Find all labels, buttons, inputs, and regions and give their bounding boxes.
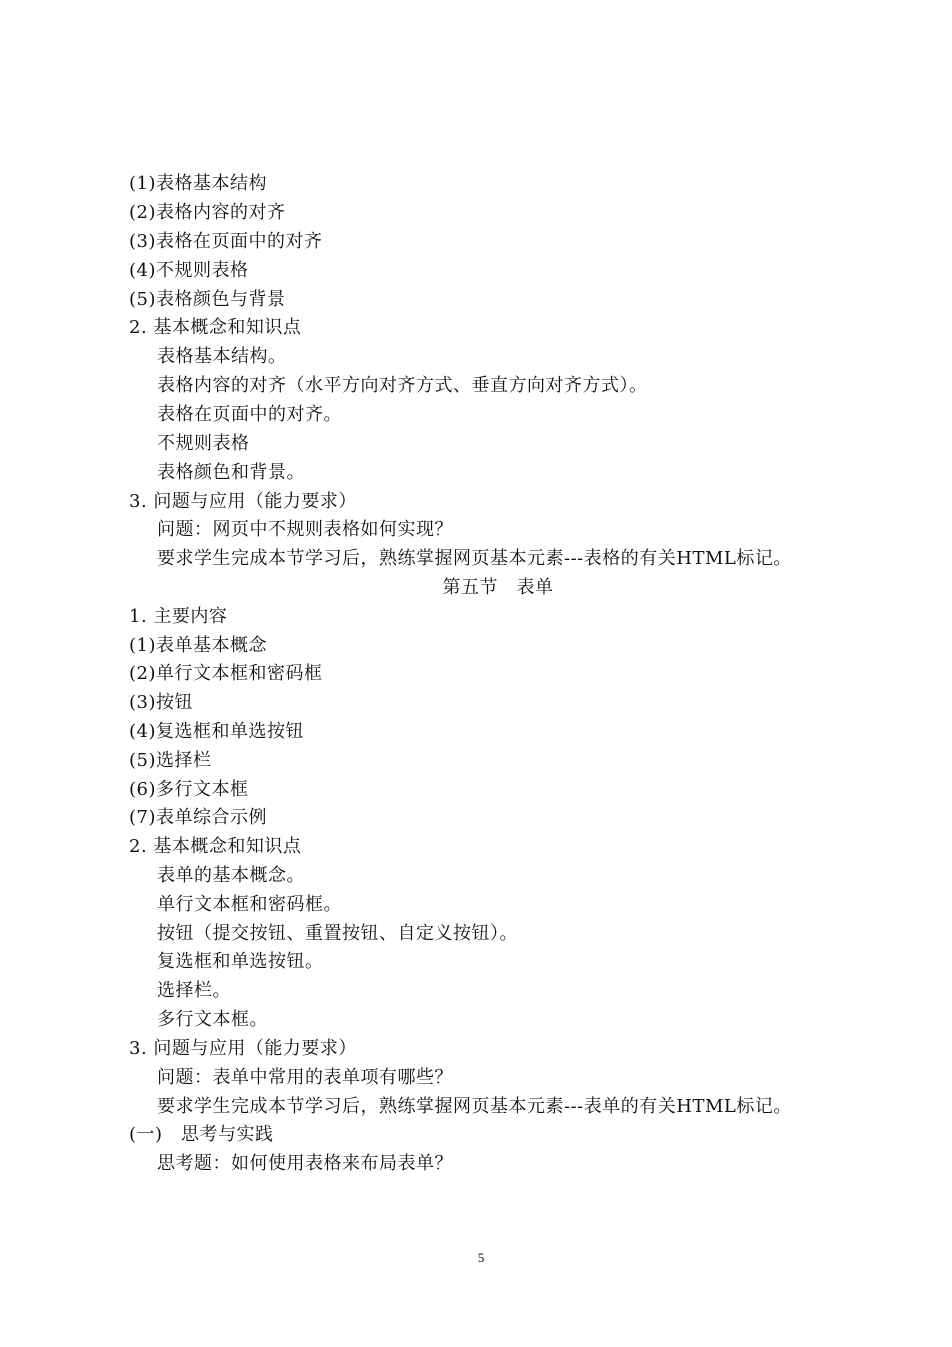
requirement-form-html: 要求学生完成本节学习后，熟练掌握网页基本元素---表单的有关HTML标记。	[157, 1096, 792, 1117]
item-textarea: (6)多行文本框	[129, 779, 249, 800]
item-form-basic-concepts: (1)表单基本概念	[129, 635, 267, 656]
question-form-items: 问题：表单中常用的表单项有哪些？	[157, 1067, 453, 1088]
page-number: 5	[477, 1250, 485, 1265]
heading-form-basic-concepts: 2. 基本概念和知识点	[129, 836, 302, 857]
heading-problems-applications: 3. 问题与应用（能力要求）	[129, 491, 357, 512]
item-irregular-table: (4)不规则表格	[129, 260, 249, 281]
concept-color-background: 表格颜色和背景。	[157, 462, 305, 483]
question-irregular-table: 问题：网页中不规则表格如何实现？	[157, 519, 453, 540]
concept-page-alignment: 表格在页面中的对齐。	[157, 404, 342, 425]
item-table-color-background: (5)表格颜色与背景	[129, 289, 286, 310]
item-buttons: (3)按钮	[129, 692, 193, 713]
concept-irregular-table: 不规则表格	[157, 433, 250, 454]
item-checkbox-radio: (4)复选框和单选按钮	[129, 721, 304, 742]
concept-textarea: 多行文本框。	[157, 1009, 268, 1030]
requirement-table-html: 要求学生完成本节学习后，熟练掌握网页基本元素---表格的有关HTML标记。	[157, 548, 792, 569]
heading-form-problems: 3. 问题与应用（能力要求）	[129, 1038, 357, 1059]
heading-think-practice: (一) 思考与实践	[129, 1124, 274, 1145]
concept-checkbox-radio: 复选框和单选按钮。	[157, 951, 324, 972]
concept-content-alignment: 表格内容的对齐（水平方向对齐方式、垂直方向对齐方式）。	[157, 375, 648, 396]
concept-table-structure: 表格基本结构。	[157, 346, 287, 367]
concept-select-list: 选择栏。	[157, 980, 231, 1001]
item-table-content-alignment: (2)表格内容的对齐	[129, 202, 286, 223]
concept-buttons: 按钮（提交按钮、重置按钮、自定义按钮）。	[157, 923, 518, 944]
concept-text-password: 单行文本框和密码框。	[157, 894, 342, 915]
item-table-page-alignment: (3)表格在页面中的对齐	[129, 231, 323, 252]
item-form-example: (7)表单综合示例	[129, 807, 267, 828]
item-text-password-fields: (2)单行文本框和密码框	[129, 663, 323, 684]
heading-basic-concepts: 2. 基本概念和知识点	[129, 317, 302, 338]
item-table-basic-structure: (1)表格基本结构	[129, 173, 267, 194]
section-title-forms: 第五节 表单	[442, 577, 554, 598]
item-select-list: (5)选择栏	[129, 750, 212, 771]
concept-form-basic: 表单的基本概念。	[157, 865, 305, 886]
heading-main-content: 1. 主要内容	[129, 606, 228, 627]
thinking-question: 思考题：如何使用表格来布局表单？	[157, 1153, 453, 1174]
